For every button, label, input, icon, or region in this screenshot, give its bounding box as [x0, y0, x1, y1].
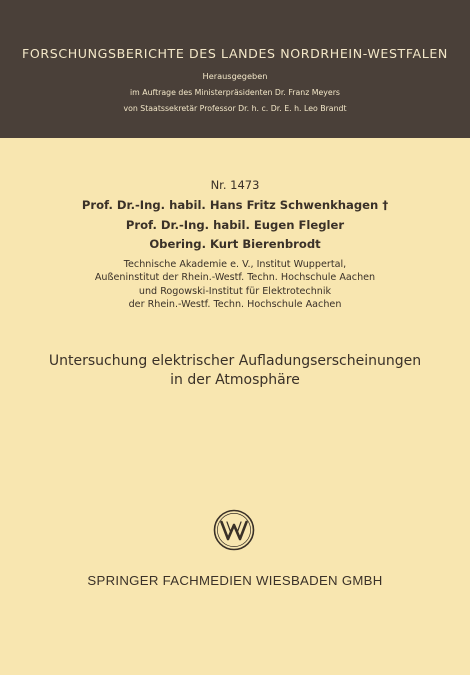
commission-line: im Auftrage des Ministerpräsidenten Dr. Franz Meyers [130, 88, 340, 97]
book-title [0, 352, 470, 390]
author-name: Prof. Dr.-Ing. habil. Eugen Flegler [125, 217, 345, 232]
secretary-line: von Staatssekretär Professor Dr. h. c. Dr. E. h. Leo Brandt [123, 104, 347, 113]
title-line: in der Atmosphäre [170, 372, 300, 388]
series-header-band [0, 0, 470, 138]
institute-block [0, 258, 470, 311]
series-title: FORSCHUNGSBERICHTE DES LANDES NORDRHEIN-WESTFALEN [22, 46, 448, 61]
author-list [0, 196, 470, 255]
publisher-name: SPRINGER FACHMEDIEN WIESBADEN GMBH [87, 573, 383, 588]
institute-line: der Rhein.-Westf. Techn. Hochschule Aachen [128, 298, 342, 310]
institute-line: Technische Akademie e. V., Institut Wuppertal, [123, 259, 347, 270]
report-number: Nr. 1473 [210, 178, 260, 192]
institute-line: und Rogowski-Institut für Elektrotechnik [138, 285, 332, 297]
publisher-w-logo-icon [213, 509, 255, 551]
editor-label: Herausgegeben [202, 71, 268, 81]
author-name: Obering. Kurt Bierenbrodt [149, 237, 321, 251]
title-line: Untersuchung elektrischer Aufladungserscheinungen [48, 353, 422, 369]
author-name: Prof. Dr.-Ing. habil. Hans Fritz Schwenkhagen † [81, 198, 389, 212]
institute-line: Außeninstitut der Rhein.-Westf. Techn. Hochschule Aachen [94, 272, 376, 284]
